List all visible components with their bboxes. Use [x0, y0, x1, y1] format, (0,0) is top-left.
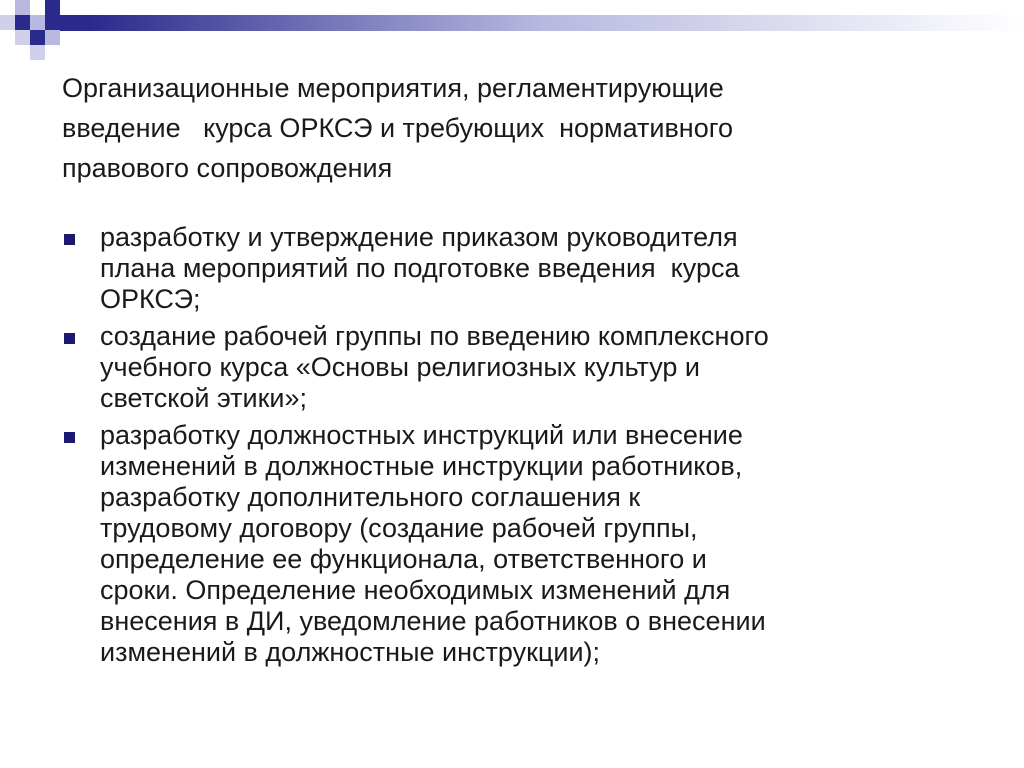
title-line: правового сопровождения [62, 153, 393, 183]
bullet-list [62, 222, 962, 674]
bullet-item [62, 321, 962, 414]
bullet-line: внесения в ДИ, уведомление работников о внесении [100, 606, 766, 636]
bullet-line: создание рабочей группы по введению комплексного [100, 321, 769, 351]
bullet-line: изменений в должностные инструкции); [100, 637, 601, 667]
deco-square-icon [45, 15, 60, 30]
square-bullet-icon [64, 432, 75, 443]
bullet-line: изменений в должностные инструкции работников, [100, 451, 743, 481]
bullet-line: ОРКСЭ; [100, 284, 201, 314]
bullet-line: разработку должностных инструкций или внесение [100, 420, 743, 450]
deco-square-icon [15, 0, 30, 15]
bullet-line: учебного курса «Основы религиозных культур и [100, 352, 700, 382]
title-line: введение курса ОРКСЭ и требующих нормативного [62, 113, 733, 143]
bullet-line: светской этики»; [100, 383, 307, 413]
bullet-line: трудовому договору (создание рабочей группы, [100, 513, 698, 543]
deco-square-icon [45, 0, 60, 15]
bullet-text [100, 222, 962, 315]
bullet-line: сроки. Определение необходимых изменений для [100, 575, 731, 605]
bullet-text [100, 321, 962, 414]
bullet-text [100, 420, 962, 668]
bullet-line: разработку и утверждение приказом руководителя [100, 222, 738, 252]
bullet-line: разработку дополнительного соглашения к [100, 482, 641, 512]
deco-square-icon [30, 45, 45, 60]
bullet-line: определение ее функционала, ответственного и [100, 544, 707, 574]
deco-square-icon [45, 30, 60, 45]
title-line: Организационные мероприятия, регламентирующие [62, 73, 724, 103]
header-gradient-bar [60, 15, 1024, 31]
bullet-item [62, 222, 962, 315]
deco-square-icon [30, 15, 45, 30]
bullet-line: плана мероприятий по подготовке введения курса [100, 253, 740, 283]
decorative-header [0, 0, 1024, 60]
slide-title [62, 68, 962, 188]
bullet-item [62, 420, 962, 668]
square-bullet-icon [64, 333, 75, 344]
square-bullet-icon [64, 234, 75, 245]
deco-square-icon [15, 15, 30, 30]
deco-square-icon [30, 30, 45, 45]
deco-square-icon [30, 0, 45, 15]
deco-square-icon [0, 15, 15, 30]
deco-square-icon [15, 30, 30, 45]
